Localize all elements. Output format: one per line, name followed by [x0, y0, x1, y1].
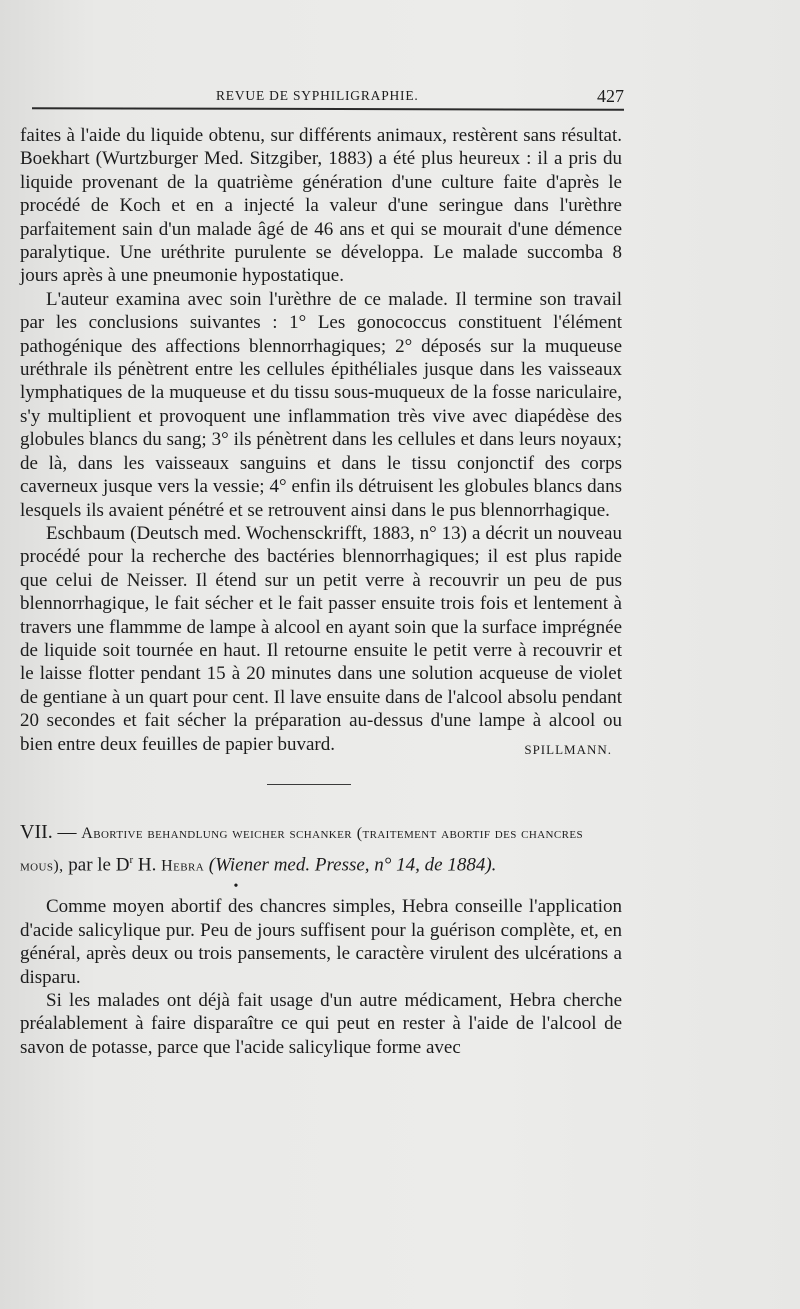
paragraph-continuation: faites à l'aide du liquide obtenu, sur différents animaux, restèrent sans résultat. Boekhart (Wurtzburger Med. Sitzgiber, 1883) a été plus heureux : il a pris du liquide provenant de la quatrième génération d'une culture faite d'après le procédé de Koch et en a injecté la valeur d'une seringue dans l'urèthre parfaitement sain d'un malade âgé de 46 ans et qui se mourait d'une démence paralytique. Une uréthrite purulente se développa. Le malade succomba 8 jours après à une pneumonie hypostatique.: [20, 125, 622, 287]
decorative-dot: •: [233, 879, 239, 895]
running-title: REVUE DE SYPHILIGRAPHIE.: [216, 88, 419, 103]
section-dash: —: [57, 821, 77, 843]
paragraph-hebra-2: Si les malades ont déjà fait usage d'un autre médicament, Hebra cherche préalablement à faire disparaître ce qui peut en rester à l'aide de l'alcool de savon de potasse, parce que l'acide salicylique forme avec: [20, 989, 622, 1058]
paragraph-eschbaum-text: Eschbaum (Deutsch med. Wochensckrifft, 1883, n° 13) a décrit un nouveau procédé pour la recherche des bactéries blennorrhagiques; il est plus rapide que celui de Neisser. Il étend sur un petit verre à recouvrir un peu de pus blennorrhagique, le fait sécher et le fait passer ensuite trois fois et lentement à travers une flammme de lampe à alcool en ayant soin que la surface imprégnée de liquide soit tournée en haut. Il retourne ensuite le petit verre à recouvrir et le laisse flotter pendant 15 à 20 minutes dans une solution acqueuse de violet de gentiane à un quart pour cent. Il lave ensuite dans de l'alcool absolu pendant 20 secondes et fait sécher la préparation au-dessus d'une lampe à alcool ou bien entre deux feuilles de papier buvard.: [20, 522, 622, 755]
body-text: [20, 124, 622, 1059]
author-signature: SPILLMANN.: [524, 741, 612, 757]
section-title-french: (traitement abortif des chancres mous),: [20, 824, 584, 875]
author-initial: H.: [137, 854, 157, 876]
author-prefix-sup: r: [129, 853, 134, 866]
author-name: Hebra: [161, 857, 205, 875]
page-header: [180, 86, 630, 110]
paragraph-conclusions: L'auteur examina avec soin l'urèthre de ce malade. Il termine son travail par les conclusions suivantes : 1° Les gonococcus constituent l'élément pathogénique des affections blennorrhagiques; 2° déposés sur la muqueuse uréthrale ils pénètrent entre les cellules épithéliales jusque dans les vaisseaux lymphatiques de la muqueuse et du tissu sous-muqueux de la fosse nariculaire, s'y multiplient et provoquent une inflammation très vive avec diapédèse des globules blancs du sang; 3° ils pénètrent dans les cellules et dans leurs noyaux; de là, dans les vaisseaux sanguins et dans le tissu conjonctif des corps caverneux jusque vers la vessie; 4° enfin ils détruisent les globules blancs dans lesquels ils avaient pénétré et se retrouvent ainsi dans le pus blennorrhagique.: [20, 288, 622, 521]
paragraph-hebra-1: Comme moyen abortif des chancres simples, Hebra conseille l'application d'acide salicylique pur. Peu de jours suffisent pour la guérison complète, et, en général, après deux ou trois pansements, le caractère virulent des ulcérations a disparu.: [20, 896, 622, 988]
paragraph-eschbaum: [20, 522, 622, 756]
section-divider: [267, 784, 351, 785]
section-title-german: Abortive behandlung weicher schanker: [81, 824, 352, 842]
section-number: VII.: [20, 820, 53, 843]
header-rule: [32, 107, 624, 111]
page-number: 427: [597, 86, 624, 106]
author-prefix: D: [115, 854, 130, 876]
section-by: par le: [68, 854, 111, 876]
section-heading: [20, 819, 622, 879]
section-source: (Wiener med. Presse, n° 14, de 1884).: [208, 854, 497, 876]
